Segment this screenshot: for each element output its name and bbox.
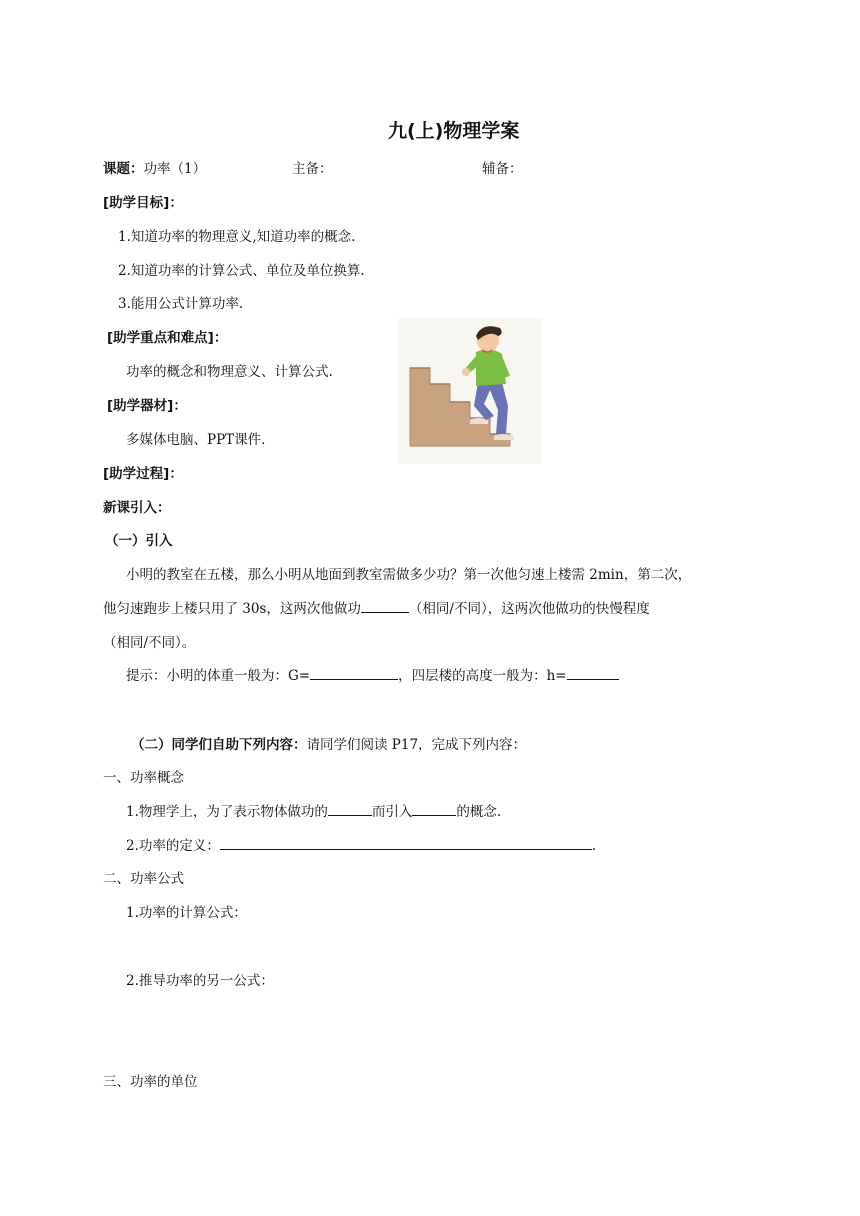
materials-text: 多媒体电脑、PPT课件. [126, 432, 266, 448]
materials-heading: [助学器材]： [107, 398, 187, 414]
assist-label: 辅备： [482, 161, 523, 177]
process-heading: [助学过程]： [103, 466, 183, 482]
answer-blank-definition[interactable] [220, 836, 592, 850]
hint-line [126, 664, 619, 684]
part2-text: 请同学们阅读 P17，完成下列内容： [306, 737, 527, 753]
s1-item2-end: . [591, 838, 597, 854]
section-1-item-2 [126, 834, 596, 854]
header-row [103, 157, 206, 177]
s1-item2-label: 2.功率的定义： [126, 838, 220, 854]
s1-item1-a: 1.物理学上，为了表示物体做功的 [126, 804, 328, 820]
hint-height-label: ，四层楼的高度一般为：h= [398, 668, 567, 684]
part1-line-3: （相同/不同）。 [103, 635, 196, 651]
keypoints-heading: [助学重点和难点]： [107, 330, 228, 346]
section-2-item-1: 1.功率的计算公式： [126, 905, 247, 921]
keypoints-text: 功率的概念和物理意义、计算公式. [126, 364, 333, 380]
s1-item1-c: 的概念. [456, 804, 502, 820]
answer-blank-concept[interactable] [412, 802, 456, 816]
hint-weight-label: 提示：小明的体重一般为：G= [126, 668, 311, 684]
topic-label: 课题： [103, 161, 144, 177]
part1-line-1: 小明的教室在五楼，那么小明从地面到教室需做多少功？第一次他匀速上楼需 2min，第二次， [126, 567, 692, 583]
section-1-heading: 一、功率概念 [103, 770, 184, 786]
section-2-heading: 二、功率公式 [103, 871, 184, 887]
topic-value: 功率（1） [143, 161, 207, 177]
section-3-heading: 三、功率的单位 [103, 1074, 198, 1090]
answer-blank-height[interactable] [567, 666, 619, 680]
answer-blank-weight[interactable] [310, 666, 398, 680]
goal-item-2: 2.知道功率的计算公式、单位及单位换算. [118, 263, 365, 279]
stairs-illustration-svg [398, 318, 542, 464]
part1-heading: （一）引入 [105, 533, 173, 549]
lead-label: 主备： [292, 161, 333, 177]
answer-blank-speed[interactable] [328, 802, 372, 816]
part1-line-2 [103, 597, 650, 617]
boy-climbing-stairs-illustration [398, 318, 542, 464]
goal-item-1: 1.知道功率的物理意义,知道功率的概念. [118, 229, 356, 245]
part2-line [131, 733, 526, 753]
part1-line-2a: 他匀速跑步上楼只用了 30s，这两次他做功 [103, 601, 361, 617]
part2-heading: （二）同学们自助下列内容： [131, 737, 307, 753]
intro-heading: 新课引入： [103, 500, 171, 516]
s1-item1-b: 而引入 [371, 804, 413, 820]
section-1-item-1 [126, 800, 501, 820]
answer-blank-same-work[interactable] [361, 599, 409, 613]
part1-line-2b: （相同/不同），这两次他做功的快慢程度 [408, 601, 650, 617]
goals-heading: [助学目标]： [103, 195, 183, 211]
page-title: 九(上)物理学案 [388, 120, 520, 142]
section-2-item-2: 2.推导功率的另一公式： [126, 973, 274, 989]
goal-item-3: 3.能用公式计算功率. [118, 296, 244, 312]
